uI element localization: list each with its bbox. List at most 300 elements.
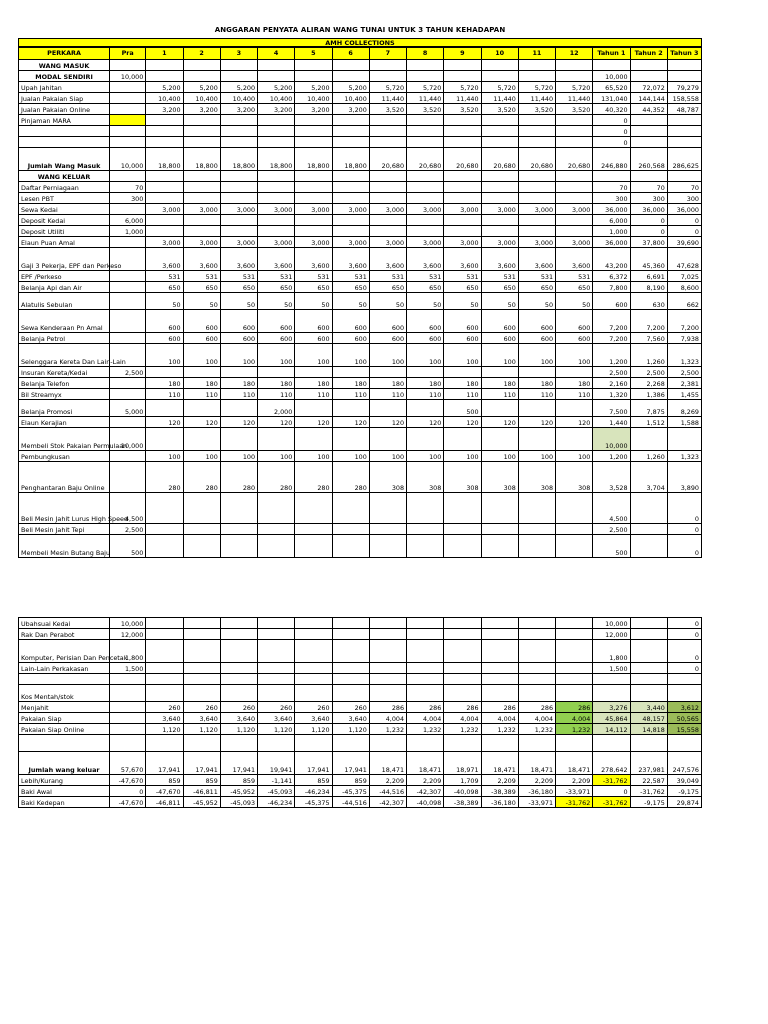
- table-cell: 600: [369, 333, 406, 344]
- table-cell: [146, 535, 183, 558]
- table-cell: [146, 640, 183, 663]
- table-cell: 6,000: [110, 215, 146, 226]
- table-cell: [481, 60, 518, 71]
- table-cell: [444, 126, 481, 137]
- table-cell: 531: [220, 271, 257, 282]
- table-cell: 10,000: [110, 618, 146, 629]
- table-cell: 246,880: [593, 148, 630, 171]
- table-cell: [146, 215, 183, 226]
- table-cell: [556, 400, 593, 417]
- table-cell: 3,000: [332, 237, 369, 248]
- table-cell: [630, 674, 667, 685]
- table-cell: [407, 226, 444, 237]
- table-cell: [258, 524, 295, 535]
- table-cell: 600: [407, 310, 444, 333]
- table-cell: 2,160: [593, 378, 630, 389]
- table-cell: 14,112: [593, 724, 630, 735]
- table-cell: 180: [556, 378, 593, 389]
- table-row: [19, 193, 702, 204]
- table-cell: [332, 400, 369, 417]
- table-cell: [481, 115, 518, 126]
- table-cell: [183, 524, 220, 535]
- table-cell: 286: [407, 702, 444, 713]
- table-cell: 3,600: [481, 248, 518, 271]
- table-cell: [258, 137, 295, 148]
- row-label: Membeli Stok Pakaian Permulaan: [19, 428, 110, 451]
- column-header-tahun-3: Tahun 3: [667, 48, 701, 60]
- table-cell: [220, 193, 257, 204]
- row-label: Lesen PBT: [19, 193, 110, 204]
- table-cell: 15,558: [667, 724, 701, 735]
- row-label: Menjahit: [19, 702, 110, 713]
- row-label: Selenggara Kereta Dan Lain-Lain: [19, 344, 110, 367]
- table-cell: [444, 367, 481, 378]
- table-cell: [481, 640, 518, 663]
- table-cell: [407, 367, 444, 378]
- table-cell: [146, 367, 183, 378]
- table-cell: [110, 115, 146, 126]
- table-cell: [110, 93, 146, 104]
- table-cell: 4,004: [407, 713, 444, 724]
- table-cell: [518, 215, 555, 226]
- table-cell: [110, 137, 146, 148]
- table-cell: 4,004: [481, 713, 518, 724]
- table-cell: 100: [295, 451, 332, 462]
- table-cell: 600: [518, 310, 555, 333]
- table-cell: [518, 674, 555, 685]
- table-cell: 308: [481, 462, 518, 493]
- table-cell: 3,000: [407, 237, 444, 248]
- table-cell: [110, 60, 146, 71]
- column-header-9: 9: [444, 48, 481, 60]
- table-cell: 5,200: [220, 82, 257, 93]
- table-cell: 2,381: [667, 378, 701, 389]
- table-cell: 100: [556, 451, 593, 462]
- cash-flow-table-upper: [18, 47, 702, 558]
- table-row: [19, 182, 702, 193]
- table-cell: 1,232: [369, 724, 406, 735]
- table-cell: [295, 171, 332, 182]
- table-cell: 44,352: [630, 104, 667, 115]
- table-cell: 3,600: [369, 248, 406, 271]
- table-cell: [444, 685, 481, 702]
- table-cell: [630, 685, 667, 702]
- row-label: Sewa Kenderaan Pn Amal: [19, 310, 110, 333]
- table-cell: 280: [183, 462, 220, 493]
- table-cell: 100: [407, 451, 444, 462]
- row-label: Sewa Kedai: [19, 204, 110, 215]
- table-cell: 180: [220, 378, 257, 389]
- table-cell: [183, 663, 220, 674]
- table-cell: 20,680: [444, 148, 481, 171]
- table-cell: [183, 71, 220, 82]
- table-cell: 3,704: [630, 462, 667, 493]
- table-cell: [444, 60, 481, 71]
- table-cell: 5,000: [110, 400, 146, 417]
- table-cell: [407, 171, 444, 182]
- table-row: [19, 367, 702, 378]
- table-cell: [630, 735, 667, 752]
- table-cell: [630, 428, 667, 451]
- table-cell: [110, 104, 146, 115]
- table-cell: 120: [332, 417, 369, 428]
- table-cell: 70: [110, 182, 146, 193]
- table-cell: 3,600: [332, 248, 369, 271]
- table-row: [19, 775, 702, 786]
- table-cell: 531: [258, 271, 295, 282]
- table-cell: [556, 182, 593, 193]
- table-cell: [220, 226, 257, 237]
- table-cell: 0: [667, 663, 701, 674]
- table-cell: 260: [146, 702, 183, 713]
- table-cell: 3,000: [444, 204, 481, 215]
- table-cell: [518, 182, 555, 193]
- table-row: [19, 226, 702, 237]
- table-cell: 7,938: [667, 333, 701, 344]
- table-cell: 120: [146, 417, 183, 428]
- table-cell: 110: [556, 389, 593, 400]
- row-label: Belanja Telefon: [19, 378, 110, 389]
- row-label: Elaun Kerajian: [19, 417, 110, 428]
- table-cell: 2,500: [593, 524, 630, 535]
- table-cell: 3,000: [183, 204, 220, 215]
- row-label: Pakaian Siap: [19, 713, 110, 724]
- table-cell: [444, 535, 481, 558]
- table-cell: 10,400: [183, 93, 220, 104]
- table-cell: [407, 71, 444, 82]
- table-cell: 650: [369, 282, 406, 293]
- table-cell: 1,800: [110, 640, 146, 663]
- table-cell: 2,500: [667, 367, 701, 378]
- table-cell: [332, 182, 369, 193]
- table-cell: -31,762: [593, 775, 630, 786]
- table-cell: 286: [518, 702, 555, 713]
- table-cell: 45,360: [630, 248, 667, 271]
- table-cell: 120: [518, 417, 555, 428]
- table-cell: [183, 535, 220, 558]
- table-cell: 50: [407, 293, 444, 310]
- table-cell: [667, 126, 701, 137]
- table-cell: [630, 171, 667, 182]
- table-cell: [258, 193, 295, 204]
- table-cell: [407, 735, 444, 752]
- table-cell: 17,941: [146, 752, 183, 775]
- table-cell: 3,000: [369, 204, 406, 215]
- table-cell: 43,200: [593, 248, 630, 271]
- table-cell: [556, 535, 593, 558]
- row-label: Bil Streamyx: [19, 389, 110, 400]
- table-cell: [332, 367, 369, 378]
- table-cell: 600: [593, 293, 630, 310]
- table-cell: [258, 171, 295, 182]
- row-label: Pinjaman MARA: [19, 115, 110, 126]
- table-cell: 65,520: [593, 82, 630, 93]
- table-cell: 40,320: [593, 104, 630, 115]
- table-cell: 600: [407, 333, 444, 344]
- table-cell: 12,000: [110, 629, 146, 640]
- table-cell: [258, 735, 295, 752]
- table-cell: 278,642: [593, 752, 630, 775]
- table-cell: 600: [518, 333, 555, 344]
- table-cell: 100: [146, 451, 183, 462]
- table-cell: [295, 71, 332, 82]
- table-cell: [332, 674, 369, 685]
- table-row: [19, 629, 702, 640]
- table-cell: 0: [593, 137, 630, 148]
- table-cell: [332, 629, 369, 640]
- table-cell: [518, 171, 555, 182]
- table-cell: [295, 400, 332, 417]
- table-cell: 260: [183, 702, 220, 713]
- table-cell: 70: [593, 182, 630, 193]
- table-cell: [295, 674, 332, 685]
- table-cell: [183, 126, 220, 137]
- table-cell: [110, 724, 146, 735]
- table-row: [19, 344, 702, 367]
- table-cell: [593, 171, 630, 182]
- table-cell: [630, 640, 667, 663]
- table-cell: [183, 137, 220, 148]
- table-cell: 600: [220, 333, 257, 344]
- table-cell: 1,232: [518, 724, 555, 735]
- table-cell: 260: [220, 702, 257, 713]
- table-cell: 14,818: [630, 724, 667, 735]
- table-cell: 3,000: [332, 204, 369, 215]
- table-cell: 17,941: [183, 752, 220, 775]
- table-cell: 5,200: [183, 82, 220, 93]
- table-cell: [518, 524, 555, 535]
- table-cell: 50: [481, 293, 518, 310]
- table-cell: [518, 735, 555, 752]
- column-header-tahun-1: Tahun 1: [593, 48, 630, 60]
- table-cell: 3,600: [183, 248, 220, 271]
- row-label: Kos Mentah/stok: [19, 685, 110, 702]
- table-cell: [183, 618, 220, 629]
- table-cell: 1,120: [183, 724, 220, 735]
- table-cell: 72,072: [630, 82, 667, 93]
- table-cell: 237,981: [630, 752, 667, 775]
- table-cell: 47,628: [667, 248, 701, 271]
- table-cell: 0: [593, 126, 630, 137]
- table-cell: 0: [667, 535, 701, 558]
- table-cell: [332, 428, 369, 451]
- table-cell: 280: [220, 462, 257, 493]
- table-cell: 3,200: [332, 104, 369, 115]
- table-cell: [481, 193, 518, 204]
- table-cell: [183, 115, 220, 126]
- table-cell: 3,000: [481, 204, 518, 215]
- table-cell: 0: [593, 115, 630, 126]
- table-cell: [110, 702, 146, 713]
- table-cell: 3,000: [220, 237, 257, 248]
- table-cell: [146, 182, 183, 193]
- table-cell: 1,455: [667, 389, 701, 400]
- table-cell: [258, 367, 295, 378]
- table-cell: [369, 524, 406, 535]
- table-cell: 100: [146, 344, 183, 367]
- table-cell: 11,440: [444, 93, 481, 104]
- table-cell: 308: [444, 462, 481, 493]
- table-cell: [556, 60, 593, 71]
- table-cell: [481, 367, 518, 378]
- table-cell: 144,144: [630, 93, 667, 104]
- table-cell: [183, 428, 220, 451]
- table-cell: 4,004: [518, 713, 555, 724]
- table-cell: [518, 493, 555, 524]
- table-cell: 600: [258, 310, 295, 333]
- table-cell: [220, 367, 257, 378]
- table-cell: -9,175: [667, 786, 701, 797]
- row-label: Jumlah wang keluar: [19, 752, 110, 775]
- table-cell: [183, 674, 220, 685]
- table-cell: [556, 215, 593, 226]
- table-cell: 36,000: [593, 237, 630, 248]
- table-cell: 3,440: [630, 702, 667, 713]
- row-label: Elaun Puan Amal: [19, 237, 110, 248]
- table-cell: [444, 71, 481, 82]
- table-cell: [556, 685, 593, 702]
- table-cell: 600: [332, 333, 369, 344]
- table-cell: [630, 493, 667, 524]
- table-cell: 3,000: [295, 237, 332, 248]
- table-cell: 2,500: [593, 367, 630, 378]
- table-cell: [593, 685, 630, 702]
- row-label: Lebih/Kurang: [19, 775, 110, 786]
- table-cell: 10,000: [110, 71, 146, 82]
- table-cell: [667, 137, 701, 148]
- table-cell: 6,691: [630, 271, 667, 282]
- table-row: [19, 535, 702, 558]
- table-row: [19, 663, 702, 674]
- table-cell: 3,200: [295, 104, 332, 115]
- table-cell: 100: [369, 451, 406, 462]
- table-cell: -33,971: [556, 786, 593, 797]
- table-cell: 180: [183, 378, 220, 389]
- table-cell: 100: [332, 451, 369, 462]
- table-cell: 3,600: [220, 248, 257, 271]
- row-label: Baki Kedepan: [19, 797, 110, 808]
- table-cell: 3,640: [332, 713, 369, 724]
- table-cell: 2,209: [518, 775, 555, 786]
- table-cell: 300: [667, 193, 701, 204]
- table-cell: [556, 493, 593, 524]
- table-cell: 48,787: [667, 104, 701, 115]
- table-cell: [258, 182, 295, 193]
- table-cell: 110: [146, 389, 183, 400]
- table-cell: 3,000: [481, 237, 518, 248]
- column-header-10: 10: [481, 48, 518, 60]
- table-cell: 1,200: [593, 344, 630, 367]
- table-cell: [444, 524, 481, 535]
- row-label: [19, 137, 110, 148]
- table-cell: 600: [556, 333, 593, 344]
- table-cell: [407, 137, 444, 148]
- table-cell: 4,500: [110, 493, 146, 524]
- table-cell: 531: [444, 271, 481, 282]
- table-cell: [183, 367, 220, 378]
- table-cell: [667, 71, 701, 82]
- table-cell: 180: [518, 378, 555, 389]
- table-cell: [481, 674, 518, 685]
- table-cell: 5,720: [518, 82, 555, 93]
- table-cell: [332, 735, 369, 752]
- row-label: Deposit Utiliti: [19, 226, 110, 237]
- table-cell: 300: [630, 193, 667, 204]
- table-cell: -38,389: [481, 786, 518, 797]
- table-cell: [444, 674, 481, 685]
- table-cell: 120: [444, 417, 481, 428]
- table-cell: 29,874: [667, 797, 701, 808]
- table-cell: 18,800: [295, 148, 332, 171]
- table-cell: [667, 428, 701, 451]
- table-cell: [556, 171, 593, 182]
- column-header-pra: Pra: [110, 48, 146, 60]
- table-cell: 5,720: [369, 82, 406, 93]
- table-cell: [295, 640, 332, 663]
- table-cell: 50,565: [667, 713, 701, 724]
- table-cell: 600: [481, 310, 518, 333]
- table-cell: 120: [220, 417, 257, 428]
- table-cell: 11,440: [369, 93, 406, 104]
- table-cell: 3,276: [593, 702, 630, 713]
- table-cell: [295, 493, 332, 524]
- table-cell: [146, 674, 183, 685]
- table-cell: 120: [295, 417, 332, 428]
- table-cell: 50: [146, 293, 183, 310]
- table-cell: [444, 618, 481, 629]
- table-cell: 110: [258, 389, 295, 400]
- table-cell: [332, 126, 369, 137]
- table-cell: 859: [146, 775, 183, 786]
- table-cell: [110, 271, 146, 282]
- table-cell: [444, 493, 481, 524]
- table-cell: 3,640: [183, 713, 220, 724]
- table-cell: [110, 389, 146, 400]
- table-cell: [258, 535, 295, 558]
- row-label: [19, 674, 110, 685]
- table-cell: 0: [667, 493, 701, 524]
- table-cell: [146, 71, 183, 82]
- table-cell: 5,720: [444, 82, 481, 93]
- table-cell: [407, 115, 444, 126]
- row-label: Lain-Lain Perkakasan: [19, 663, 110, 674]
- table-cell: [556, 115, 593, 126]
- table-cell: [593, 674, 630, 685]
- table-cell: [481, 735, 518, 752]
- table-cell: 100: [518, 451, 555, 462]
- table-row: [19, 215, 702, 226]
- table-cell: [481, 685, 518, 702]
- table-cell: [146, 629, 183, 640]
- table-cell: 280: [332, 462, 369, 493]
- table-cell: 280: [146, 462, 183, 493]
- table-cell: 10,400: [220, 93, 257, 104]
- table-cell: [630, 137, 667, 148]
- row-label: Beli Mesin Jahit Lurus High Speed: [19, 493, 110, 524]
- table-cell: [332, 193, 369, 204]
- table-cell: [295, 367, 332, 378]
- table-cell: 5,200: [295, 82, 332, 93]
- table-cell: [593, 735, 630, 752]
- table-row: [19, 310, 702, 333]
- table-cell: [183, 735, 220, 752]
- row-label: EPF /Perkeso: [19, 271, 110, 282]
- table-cell: -45,375: [332, 786, 369, 797]
- row-label: [19, 735, 110, 752]
- table-cell: 300: [110, 193, 146, 204]
- table-cell: [110, 204, 146, 215]
- column-header-1: 1: [146, 48, 183, 60]
